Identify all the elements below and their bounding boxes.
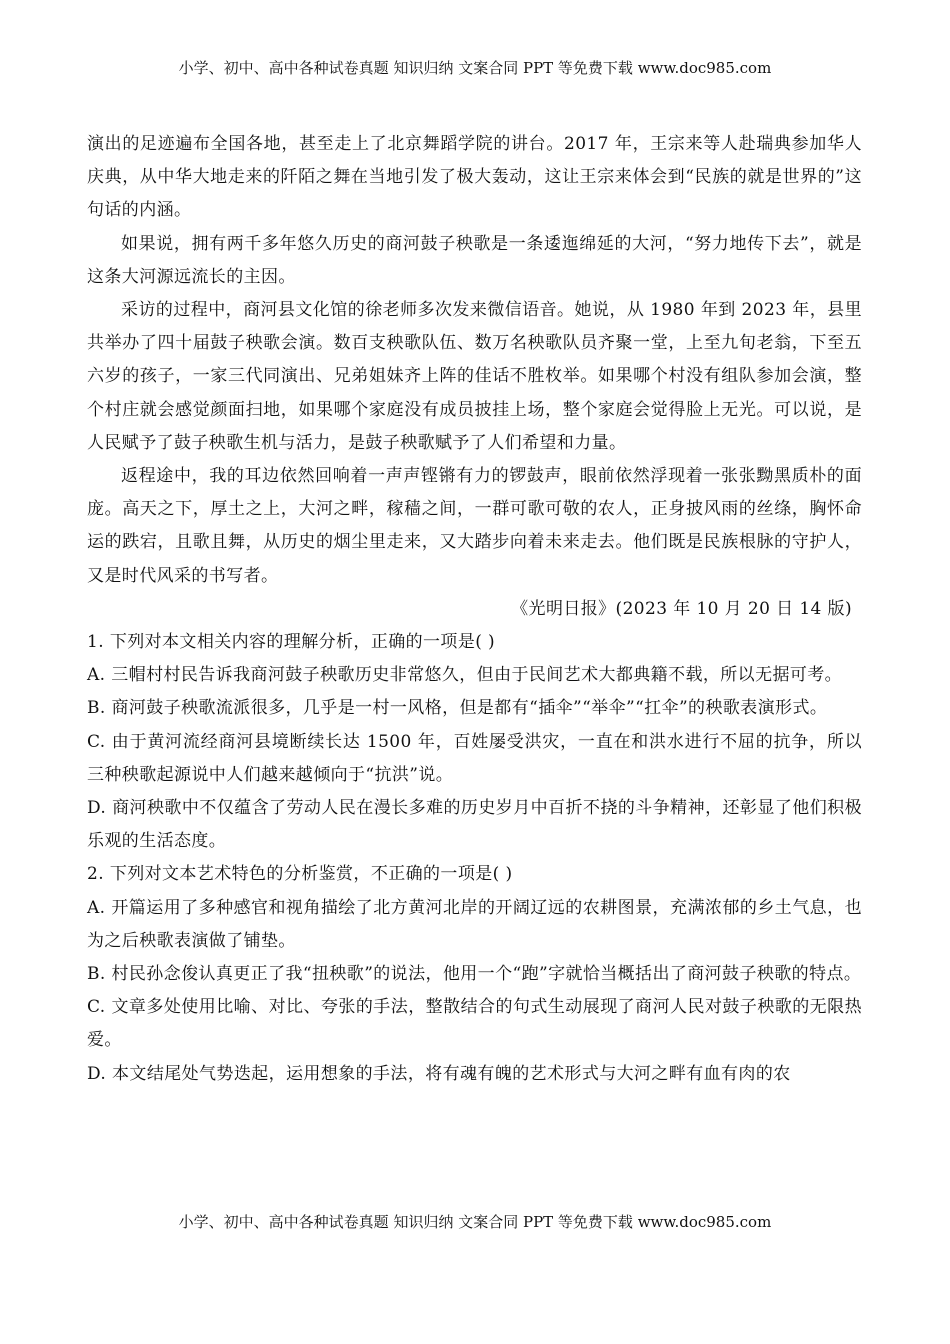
page-header: 小学、初中、高中各种试卷真题 知识归纳 文案合同 PPT 等免费下载 www.doc985.com (178, 59, 772, 77)
question-2-option-b: B. 村民孙念俊认真更正了我“扭秧歌”的说法，他用一个“跑”字就恰当概括出了商河鼓子秧歌的特点。 (87, 964, 862, 985)
question-1-option-d: D. 商河秧歌中不仅蕴含了劳动人民在漫长多难的历史岁月中百折不挠的斗争精神，还彰显了他们积极乐观的生活态度。 (87, 798, 862, 852)
paragraph-1: 演出的足迹遍布全国各地，甚至走上了北京舞蹈学院的讲台。2017 年，王宗来等人赴瑞典参加华人庆典，从中华大地走来的阡陌之舞在当地引发了极大轰动，这让王宗来体会到“民族的就是世界的”这句话的内涵。 (87, 134, 862, 221)
question-1-option-a: A. 三帽村村民告诉我商河鼓子秧歌历史非常悠久，但由于民间艺术大都典籍不载，所以无据可考。 (87, 665, 843, 686)
question-2-stem: 2. 下列对文本艺术特色的分析鉴赏，不正确的一项是( ) (87, 864, 513, 885)
question-2-option-a: A. 开篇运用了多种感官和视角描绘了北方黄河北岸的开阔辽远的农耕图景，充满浓郁的乡土气息，也为之后秧歌表演做了铺垫。 (87, 897, 862, 951)
question-2-option-c: C. 文章多处使用比喻、对比、夸张的手法，整散结合的句式生动展现了商河人民对鼓子秧歌的无限热爱。 (87, 997, 862, 1051)
question-2-option-d: D. 本文结尾处气势迭起，运用想象的手法，将有魂有魄的艺术形式与大河之畔有血有肉的农 (87, 1063, 791, 1084)
article-source: 《光明日报》(2023 年 10 月 20 日 14 版) (511, 598, 852, 619)
page-footer: 小学、初中、高中各种试卷真题 知识归纳 文案合同 PPT 等免费下载 www.doc985.com (178, 1213, 772, 1231)
paragraph-2: 如果说，拥有两千多年悠久历史的商河鼓子秧歌是一条逶迤绵延的大河，“努力地传下去”，就是这条大河源远流长的主因。 (87, 233, 862, 287)
question-1-stem: 1. 下列对本文相关内容的理解分析，正确的一项是( ) (87, 632, 496, 653)
paragraph-3: 采访的过程中，商河县文化馆的徐老师多次发来微信语音。她说，从 1980 年到 2023 年，县里共举办了四十届鼓子秧歌会演。数百支秧歌队伍、数万名秧歌队员齐聚一堂，上至九旬老翁，下至五六岁的孩子，一家三代同演出、兄弟姐妹齐上阵的佳话不胜枚举。如果哪个村没有组队参加会演，整个村庄就会感觉颜面扫地，如果哪个家庭没有成员披挂上场，整个家庭会觉得脸上无光。可以说，是人民赋予了鼓子秧歌生机与活力，是鼓子秧歌赋予了人们希望和力量。 (87, 300, 862, 453)
article-body (87, 128, 862, 1091)
paragraph-4: 返程途中，我的耳边依然回响着一声声铿锵有力的锣鼓声，眼前依然浮现着一张张黝黑质朴的面庞。高天之下，厚土之上，大河之畔，稼穑之间，一群可歌可敬的农人，正身披风雨的丝绦，胸怀命运的跌宕，且歌且舞，从历史的烟尘里走来，又大踏步向着未来走去。他们既是民族根脉的守护人，又是时代风采的书写者。 (87, 466, 862, 586)
question-1-option-b: B. 商河鼓子秧歌流派很多，几乎是一村一风格，但是都有“插伞”“举伞”“扛伞”的秧歌表演形式。 (87, 698, 828, 719)
question-1-option-c: C. 由于黄河流经商河县境断续长达 1500 年，百姓屡受洪灾，一直在和洪水进行不屈的抗争，所以三种秧歌起源说中人们越来越倾向于“抗洪”说。 (87, 731, 862, 785)
